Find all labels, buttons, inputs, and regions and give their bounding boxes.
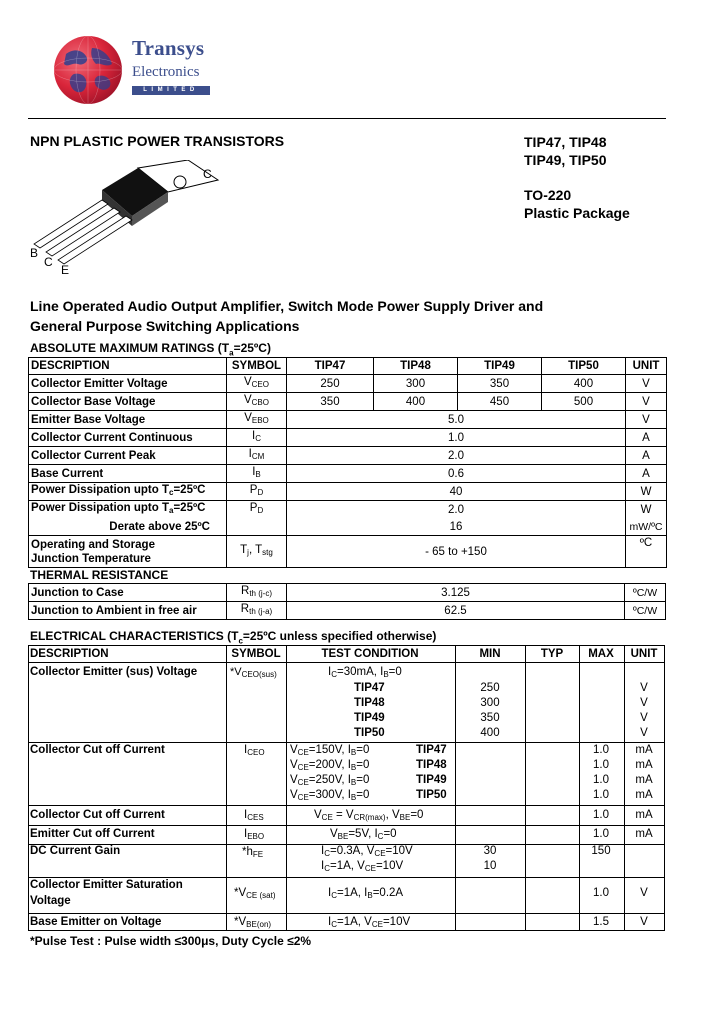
abs-max-table: [28, 357, 667, 568]
row-desc: Collector Emitter (sus) Voltage: [30, 666, 198, 678]
row-symbol: $T_j$, $T_{stg}$: [227, 536, 287, 568]
pulse-test-footnote: *Pulse Test : Pulse width ≤300μs, Duty Cycle ≤2%: [30, 934, 312, 948]
unit-value: mA: [635, 828, 653, 840]
row-symbol: $I_C$: [227, 429, 287, 447]
pin-label-c: C: [44, 255, 53, 269]
brand-limited-bar: LIMITED: [132, 86, 210, 95]
table-row: [29, 536, 667, 568]
row-symbol: $*V_{BE(on)}$: [234, 916, 272, 929]
row-unit: W: [626, 483, 667, 501]
row-unit: V: [626, 393, 667, 411]
row-desc-line-1: Operating and Storage: [31, 538, 155, 551]
abs-max-title: ABSOLUTE MAXIMUM RATINGS $(T_a=25ºC)$: [30, 341, 271, 358]
col-max: MAX: [588, 648, 614, 660]
row-symbol: $P_D$: [227, 483, 287, 501]
part-label: TIP47: [354, 682, 385, 694]
row-unit: mW/ºC: [626, 518, 667, 535]
part-numbers-line-1: TIP47, TIP48: [524, 134, 607, 150]
row-symbol: $*h_{FE}$: [242, 846, 264, 859]
row-desc: Derate above 25ºC: [29, 518, 227, 535]
table-row: [29, 447, 667, 465]
application-line-1: Line Operated Audio Output Amplifier, Switch Mode Power Supply Driver and: [30, 298, 544, 314]
row-value: 2.0: [287, 447, 626, 465]
part-numbers: [524, 133, 606, 169]
brand-subtitle: Electronics: [132, 64, 200, 80]
unit-value: V: [640, 887, 648, 899]
unit-value: V: [640, 916, 648, 928]
part-numbers-line-2: TIP49, TIP50: [524, 152, 607, 168]
row-value: 62.5: [287, 602, 625, 620]
table-row: [29, 501, 667, 519]
max-value: 1.0: [593, 744, 609, 756]
row-desc: Collector Emitter Voltage: [29, 375, 227, 393]
row-symbol: $P_D$: [227, 501, 287, 519]
pin-label-e: E: [61, 263, 70, 277]
row-unit: A: [626, 429, 667, 447]
package-desc: Plastic Package: [524, 205, 630, 221]
row-symbol: $R_{th (j-c)}$: [227, 584, 287, 602]
col-test-condition: TEST CONDITION: [321, 648, 419, 660]
row-symbol: $I_{CES}$: [244, 809, 264, 822]
table-header-row: [29, 358, 667, 375]
col-symbol: SYMBOL: [227, 358, 287, 375]
unit-value: mA: [635, 789, 653, 801]
row-condition: $I_C=1A$, $I_B=0.2A$: [328, 887, 404, 900]
row-unit: V: [626, 411, 667, 429]
min-value: 300: [480, 697, 500, 709]
table-row: [29, 518, 667, 535]
row-value: - 65 to +150: [287, 536, 626, 568]
table-row: [29, 411, 667, 429]
table-row: [29, 375, 667, 393]
row-condition: $V_{CE}=300V$, $I_B=0$: [290, 789, 370, 802]
row-symbol: [227, 518, 287, 535]
table-row: [29, 465, 667, 483]
col-unit: UNIT: [626, 358, 667, 375]
row-unit: A: [626, 447, 667, 465]
application-line-2: General Purpose Switching Applications: [30, 318, 300, 334]
row-desc: Base Current: [29, 465, 227, 483]
row-desc: Power Dissipation upto $T_c=25ºC$: [29, 483, 227, 501]
row-symbol: $V_{CEO}$: [227, 375, 287, 393]
thermal-table: [28, 583, 666, 620]
row-condition: $I_C=1A$, $V_{CE}=10V$: [321, 860, 404, 873]
row-desc: Junction to Ambient in free air: [29, 602, 227, 620]
row-value: 500: [542, 393, 626, 411]
row-desc: Junction to Case: [29, 584, 227, 602]
col-tip49: TIP49: [458, 358, 542, 375]
row-value: 350: [287, 393, 374, 411]
row-condition: $V_{CE}=150V$, $I_B=0$: [290, 744, 370, 757]
header-divider: [28, 118, 666, 119]
pin-label-c-tab: C: [203, 167, 212, 181]
row-desc: Collector Cut off Current: [30, 744, 165, 756]
col-min: MIN: [479, 648, 501, 660]
max-value: 150: [591, 845, 611, 857]
pin-label-b: B: [30, 246, 39, 260]
row-desc: Base Emitter on Voltage: [30, 916, 162, 928]
max-value: 1.0: [593, 887, 609, 899]
row-value: 400: [542, 375, 626, 393]
max-value: 1.0: [593, 809, 609, 821]
unit-value: mA: [635, 759, 653, 771]
row-symbol: $*V_{CE (sat)}$: [234, 887, 276, 900]
row-unit: ºC: [626, 536, 667, 568]
col-tip50: TIP50: [542, 358, 626, 375]
electrical-table: [28, 645, 665, 931]
transys-globe-logo: [52, 34, 124, 106]
col-description: DESCRIPTION: [29, 358, 227, 375]
row-desc-line-2: Junction Temperature: [31, 552, 151, 565]
row-symbol: $V_{EBO}$: [227, 411, 287, 429]
table-row: [29, 429, 667, 447]
unit-value: mA: [635, 744, 653, 756]
col-typ: TYP: [540, 648, 564, 660]
max-value: 1.0: [593, 828, 609, 840]
row-condition: $V_{BE}=5V$, $I_C=0$: [330, 828, 397, 841]
row-condition: $V_{CE} = V_{CR(max)}$, $V_{BE}=0$: [314, 809, 424, 822]
row-condition: $V_{CE}=250V$, $I_B=0$: [290, 774, 370, 787]
row-desc: Collector Cut off Current: [30, 809, 165, 821]
row-symbol: $*V_{CEO(sus)}$: [230, 666, 277, 679]
row-condition: $I_C=0.3A$, $V_{CE}=10V$: [321, 845, 413, 858]
unit-value: V: [640, 697, 648, 709]
row-symbol: $R_{th (j-a)}$: [227, 602, 287, 620]
part-label: TIP50: [416, 789, 447, 801]
unit-value: V: [640, 682, 648, 694]
page-title: NPN PLASTIC POWER TRANSISTORS: [30, 133, 285, 149]
part-label: TIP48: [354, 697, 385, 709]
row-desc: Collector Current Peak: [29, 447, 227, 465]
row-symbol: $I_{EBO}$: [244, 828, 265, 841]
row-symbol: $I_{CEO}$: [244, 744, 265, 757]
max-value: 1.5: [593, 916, 609, 928]
package-type: TO-220: [524, 187, 572, 203]
row-value: 450: [458, 393, 542, 411]
col-tip48: TIP48: [374, 358, 458, 375]
row-desc: Collector Base Voltage: [29, 393, 227, 411]
row-value: 3.125: [287, 584, 625, 602]
row-value: 350: [458, 375, 542, 393]
unit-value: mA: [635, 774, 653, 786]
max-value: 1.0: [593, 774, 609, 786]
row-unit: A: [626, 465, 667, 483]
min-value: 400: [480, 727, 500, 739]
row-value: 1.0: [287, 429, 626, 447]
col-unit: UNIT: [630, 648, 658, 660]
max-value: 1.0: [593, 759, 609, 771]
row-desc-line-1: Collector Emitter Saturation: [30, 879, 183, 891]
table-row: [29, 483, 667, 501]
row-value: 250: [287, 375, 374, 393]
col-description: DESCRIPTION: [30, 648, 109, 660]
max-value: 1.0: [593, 789, 609, 801]
row-condition: $I_C=30mA$, $I_B=0$: [328, 666, 402, 679]
row-value: 40: [287, 483, 626, 501]
row-desc: Power Dissipation upto $T_a=25ºC$: [29, 501, 227, 519]
unit-value: V: [640, 727, 648, 739]
table-row: [29, 393, 667, 411]
row-value: 400: [374, 393, 458, 411]
row-unit: V: [626, 375, 667, 393]
row-desc: [29, 536, 227, 568]
col-tip47: TIP47: [287, 358, 374, 375]
thermal-title: THERMAL RESISTANCE: [30, 568, 169, 582]
part-label: TIP47: [416, 744, 447, 756]
row-unit: ºC/W: [625, 602, 666, 620]
row-symbol: $V_{CBO}$: [227, 393, 287, 411]
row-desc: Emitter Cut off Current: [30, 828, 155, 840]
part-label: TIP49: [354, 712, 385, 724]
row-desc: Emitter Base Voltage: [29, 411, 227, 429]
row-value: 2.0: [287, 501, 626, 519]
min-value: 350: [480, 712, 500, 724]
row-value: 16: [287, 518, 626, 535]
row-condition: $V_{CE}=200V$, $I_B=0$: [290, 759, 370, 772]
row-desc: Collector Current Continuous: [29, 429, 227, 447]
col-symbol: SYMBOL: [231, 648, 281, 660]
min-value: 10: [483, 860, 497, 872]
min-value: 250: [480, 682, 500, 694]
part-label: TIP50: [354, 727, 385, 739]
row-unit: W: [626, 501, 667, 519]
row-symbol: $I_{CM}$: [227, 447, 287, 465]
part-label: TIP49: [416, 774, 447, 786]
application-description: [30, 296, 543, 336]
to220-transistor-illustration: [28, 160, 228, 280]
brand-name: Transys: [132, 36, 205, 60]
unit-value: mA: [635, 809, 653, 821]
row-value: 5.0: [287, 411, 626, 429]
row-condition: $I_C=1A$, $V_{CE}=10V$: [328, 916, 411, 929]
table-row: [29, 584, 666, 602]
row-value: 300: [374, 375, 458, 393]
package-info: [524, 186, 630, 222]
electrical-title: ELECTRICAL CHARACTERISTICS ($T_c=25ºC$ unless specified otherwise): [30, 629, 437, 646]
row-value: 0.6: [287, 465, 626, 483]
row-desc: DC Current Gain: [30, 845, 121, 857]
row-desc-line-2: Voltage: [30, 895, 71, 907]
part-label: TIP48: [416, 759, 447, 771]
table-row: [29, 602, 666, 620]
row-symbol: $I_B$: [227, 465, 287, 483]
min-value: 30: [483, 845, 497, 857]
row-unit: ºC/W: [625, 584, 666, 602]
unit-value: V: [640, 712, 648, 724]
